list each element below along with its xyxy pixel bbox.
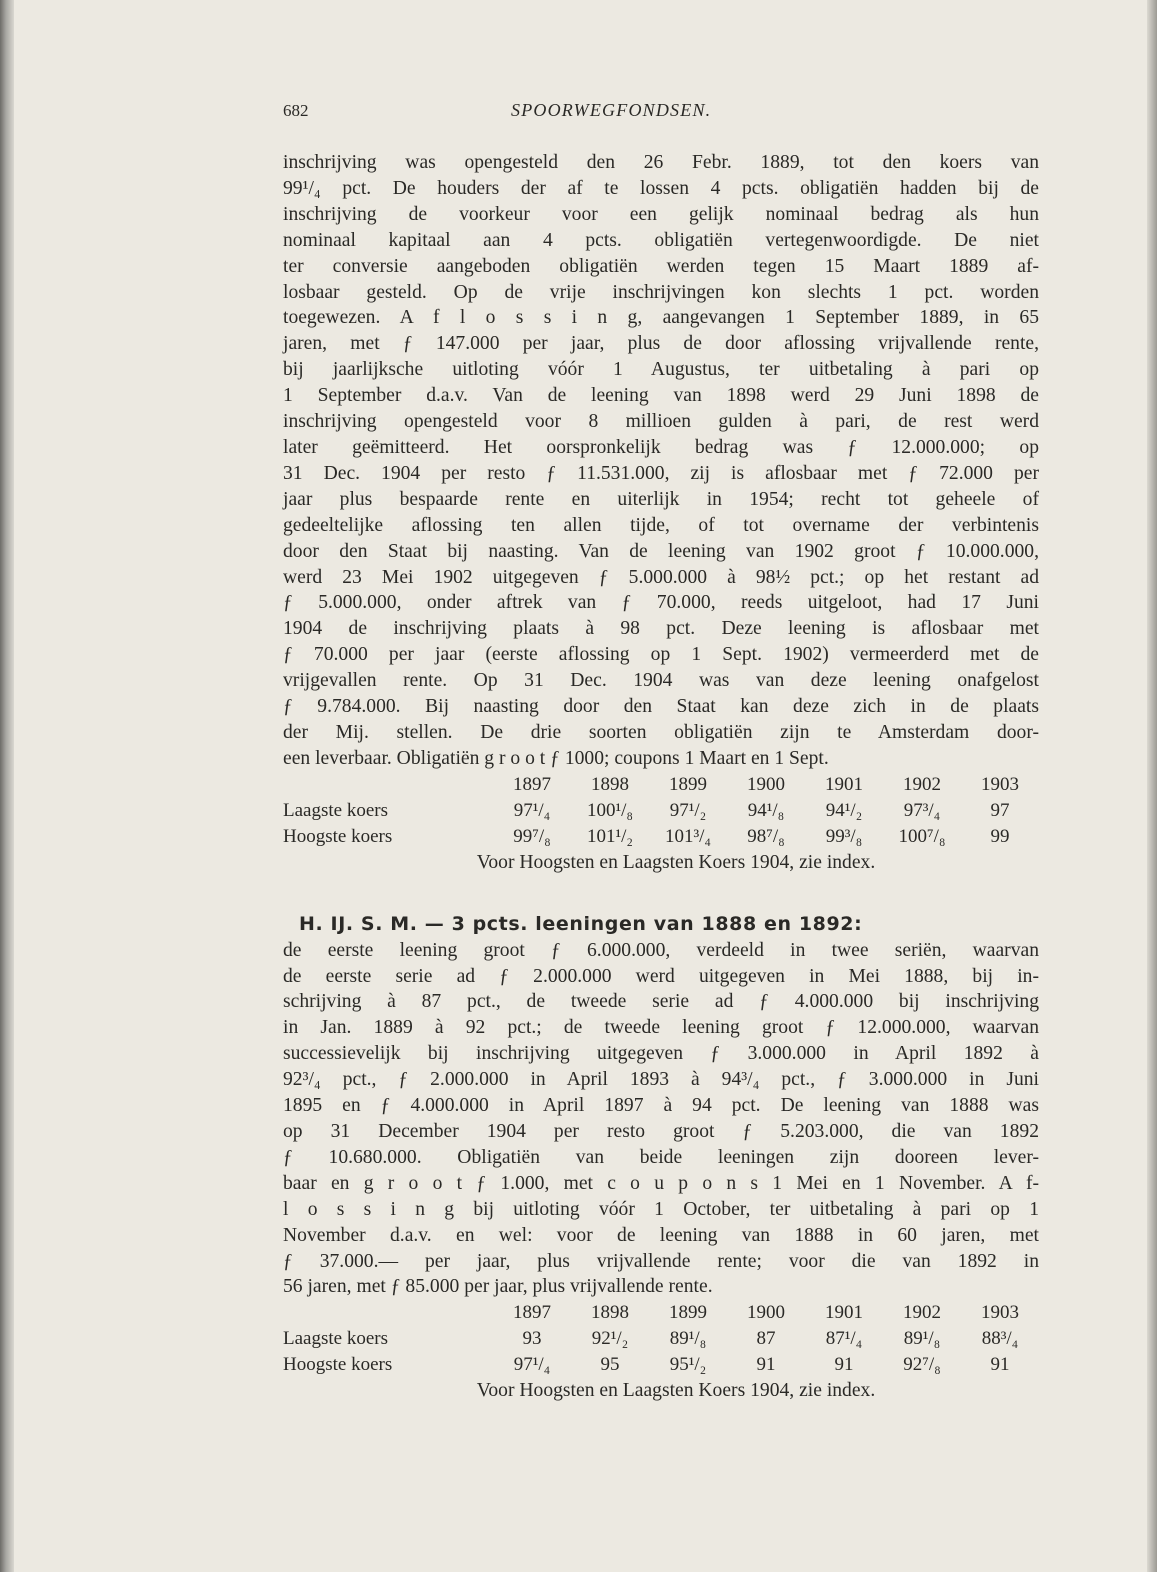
text-line: door den Staat bij naasting. Van de leening van 1902 groot ƒ 10.000.000,	[283, 540, 1039, 562]
quote-value: 91	[756, 1354, 776, 1376]
quote-value: 97¹/₄	[513, 799, 551, 821]
quote-row	[283, 824, 1039, 850]
text-line: November d.a.v. en wel: voor de leening van 1888 in 60 jaren, met	[283, 1224, 1039, 1246]
text-line: der Mij. stellen. De drie soorten obligatiën zijn te Amsterdam door-	[283, 721, 1039, 743]
text-line: inschrijving was opengesteld den 26 Febr. 1889, tot den koers van	[283, 152, 1039, 173]
quote-value: 87	[756, 1328, 776, 1350]
year-header-row	[283, 1300, 1039, 1326]
header-spacer	[283, 772, 493, 798]
scan-right-edge	[1147, 0, 1157, 1572]
year-header-row	[283, 772, 1039, 798]
text-line: 56 jaren, met ƒ 85.000 per jaar, plus vrijvallende rente.	[283, 1276, 713, 1298]
quote-value: 101³/₄	[664, 825, 712, 847]
year-header: 1902	[903, 1302, 941, 1324]
quote-value: 91	[834, 1354, 854, 1376]
section1-paragraph	[283, 150, 1039, 772]
row-label: Laagste koers	[283, 799, 388, 821]
quote-value: 89¹/₈	[669, 1328, 707, 1350]
quote-value: 88³/₄	[981, 1328, 1019, 1350]
text-line: ƒ 10.680.000. Obligatiën van beide leeningen zijn dooreen lever-	[283, 1146, 1039, 1168]
row-label: Laagste koers	[283, 1328, 388, 1350]
text-line: 99¹/₄ pct. De houders der af te lossen 4 pcts. obligatiën hadden bij de	[283, 177, 1039, 199]
year-header: 1898	[591, 1302, 629, 1324]
text-line: vrijgevallen rente. Op 31 Dec. 1904 was van deze leening onafgelost	[283, 670, 1039, 692]
text-line: inschrijving de voorkeur voor een gelijk nominaal bedrag als hun	[283, 203, 1039, 225]
text-line: een leverbaar. Obligatiën g r o o t ƒ 1000; coupons 1 Maart en 1 Sept.	[283, 747, 829, 769]
year-header: 1900	[747, 773, 785, 795]
row-label: Hoogste koers	[283, 825, 393, 847]
text-line: schrijving à 87 pct., de tweede serie ad ƒ 4.000.000 bij inschrijving	[283, 991, 1039, 1013]
quote-value: 100¹/₈	[586, 799, 634, 821]
section2-heading: H. IJ. S. M. — 3 pcts. leeningen van 1888 en 1892:	[299, 912, 863, 935]
text-line: nominaal kapitaal aan 4 pcts. obligatiën vertegenwoordigde. De niet	[283, 229, 1039, 251]
text-line: de eerste serie ad ƒ 2.000.000 werd uitgegeven in Mei 1888, bij in-	[283, 965, 1039, 987]
year-header: 1897	[513, 1302, 551, 1324]
book-page	[283, 98, 1039, 1404]
year-header: 1897	[513, 773, 551, 795]
text-line: jaar plus bespaarde rente en uiterlijk in 1954; recht tot geheele of	[283, 488, 1039, 510]
quote-value: 95	[600, 1354, 620, 1376]
quote-value: 94¹/₂	[825, 799, 863, 821]
quote-value: 97³/₄	[903, 799, 941, 821]
section1-index-note: Voor Hoogsten en Laagsten Koers 1904, zie index.	[476, 851, 876, 873]
quote-value: 97¹/₂	[669, 799, 707, 821]
quote-value: 99⁷/₈	[513, 825, 551, 847]
quote-value: 91	[990, 1354, 1010, 1376]
header-spacer	[283, 1300, 493, 1326]
text-line: bij jaarlijksche uitloting vóór 1 Augustus, ter uitbetaling à pari op	[283, 359, 1039, 381]
year-header: 1898	[591, 773, 629, 795]
text-line: ƒ 37.000.— per jaar, plus vrijvallende rente; voor die van 1892 in	[283, 1250, 1039, 1272]
quote-value: 99³/₈	[825, 825, 863, 847]
quote-value: 97	[990, 799, 1010, 821]
section2-paragraph	[283, 938, 1039, 1301]
text-line: ƒ 5.000.000, onder aftrek van ƒ 70.000, reeds uitgeloot, had 17 Juni	[283, 592, 1039, 614]
text-line: l o s s i n g bij uitloting vóór 1 October, ter uitbetaling à pari op 1	[283, 1198, 1039, 1220]
text-line: baar en g r o o t ƒ 1.000, met c o u p o n s 1 Mei en 1 November. A f-	[283, 1172, 1039, 1194]
text-line: op 31 December 1904 per resto groot ƒ 5.203.000, die van 1892	[283, 1121, 1039, 1142]
quote-value: 97¹/₄	[513, 1354, 551, 1376]
year-header: 1899	[669, 1302, 707, 1324]
text-line: 31 Dec. 1904 per resto ƒ 11.531.000, zij is aflosbaar met ƒ 72.000 per	[283, 462, 1039, 484]
year-header: 1899	[669, 773, 707, 795]
quote-value: 87¹/₄	[825, 1328, 863, 1350]
running-title: SPOORWEGFONDSEN.	[511, 100, 712, 120]
year-header: 1900	[747, 1302, 785, 1324]
quote-value: 93	[522, 1328, 542, 1350]
year-header: 1901	[825, 1302, 863, 1324]
text-line: werd 23 Mei 1902 uitgegeven ƒ 5.000.000 à 98½ pct.; op het restant ad	[283, 566, 1039, 588]
text-line: ƒ 9.784.000. Bij naasting door den Staat kan deze zich in de plaats	[283, 696, 1039, 718]
quote-row	[283, 1326, 1039, 1352]
page-number: 682	[283, 101, 309, 120]
quote-value: 98⁷/₈	[747, 825, 785, 847]
section1-quotes-table	[283, 772, 1039, 850]
text-line: de eerste leening groot ƒ 6.000.000, verdeeld in twee seriën, waarvan	[283, 939, 1039, 961]
text-line: 1895 en ƒ 4.000.000 in April 1897 à 94 pct. De leening van 1888 was	[283, 1095, 1039, 1117]
text-line: 1 September d.a.v. Van de leening van 1898 werd 29 Juni 1898 de	[283, 385, 1039, 407]
row-label: Hoogste koers	[283, 1354, 393, 1376]
year-header: 1903	[981, 1302, 1019, 1324]
year-header: 1902	[903, 773, 941, 795]
quote-value: 95¹/₂	[669, 1354, 707, 1376]
text-line: jaren, met ƒ 147.000 per jaar, plus de door aflossing vrijvallende rente,	[283, 333, 1039, 355]
year-header: 1903	[981, 773, 1019, 795]
text-line: ƒ 70.000 per jaar (eerste aflossing op 1 Sept. 1902) vermeerderd met de	[283, 644, 1039, 666]
scan-binding-edge	[0, 0, 14, 1572]
text-line: in Jan. 1889 à 92 pct.; de tweede leening groot ƒ 12.000.000, waarvan	[283, 1017, 1039, 1039]
quote-value: 89¹/₈	[903, 1328, 941, 1350]
text-line: ter conversie aangeboden obligatiën werden tegen 15 Maart 1889 af-	[283, 255, 1039, 277]
year-header: 1901	[825, 773, 863, 795]
text-line: later geëmitteerd. Het oorspronkelijk bedrag was ƒ 12.000.000; op	[283, 436, 1039, 458]
text-line: inschrijving opengesteld voor 8 millioen gulden à pari, de rest werd	[283, 411, 1039, 433]
text-line: successievelijk bij inschrijving uitgegeven ƒ 3.000.000 in April 1892 à	[283, 1043, 1039, 1065]
quote-row	[283, 798, 1039, 824]
quote-value: 101¹/₂	[586, 825, 634, 847]
text-line: 1904 de inschrijving plaats à 98 pct. Deze leening is aflosbaar met	[283, 618, 1039, 640]
quote-row	[283, 1352, 1039, 1378]
quote-value: 92⁷/₈	[903, 1354, 941, 1376]
text-line: toegewezen. A f l o s s i n g, aangevangen 1 September 1889, in 65	[283, 307, 1039, 329]
page-header	[283, 98, 1039, 150]
quote-value: 100⁷/₈	[898, 825, 946, 847]
text-line: losbaar gesteld. Op de vrije inschrijvingen kon slechts 1 pct. worden	[283, 281, 1039, 303]
quote-value: 92¹/₂	[591, 1328, 629, 1350]
quote-value: 94¹/₈	[747, 799, 785, 821]
text-line: 92³/₄ pct., ƒ 2.000.000 in April 1893 à 94³/₄ pct., ƒ 3.000.000 in Juni	[283, 1069, 1039, 1091]
quote-value: 99	[990, 825, 1010, 847]
section2-index-note: Voor Hoogsten en Laagsten Koers 1904, zie index.	[476, 1380, 876, 1402]
text-line: gedeeltelijke aflossing ten allen tijde, of tot overname der verbintenis	[283, 514, 1039, 536]
section2-quotes-table	[283, 1300, 1039, 1378]
